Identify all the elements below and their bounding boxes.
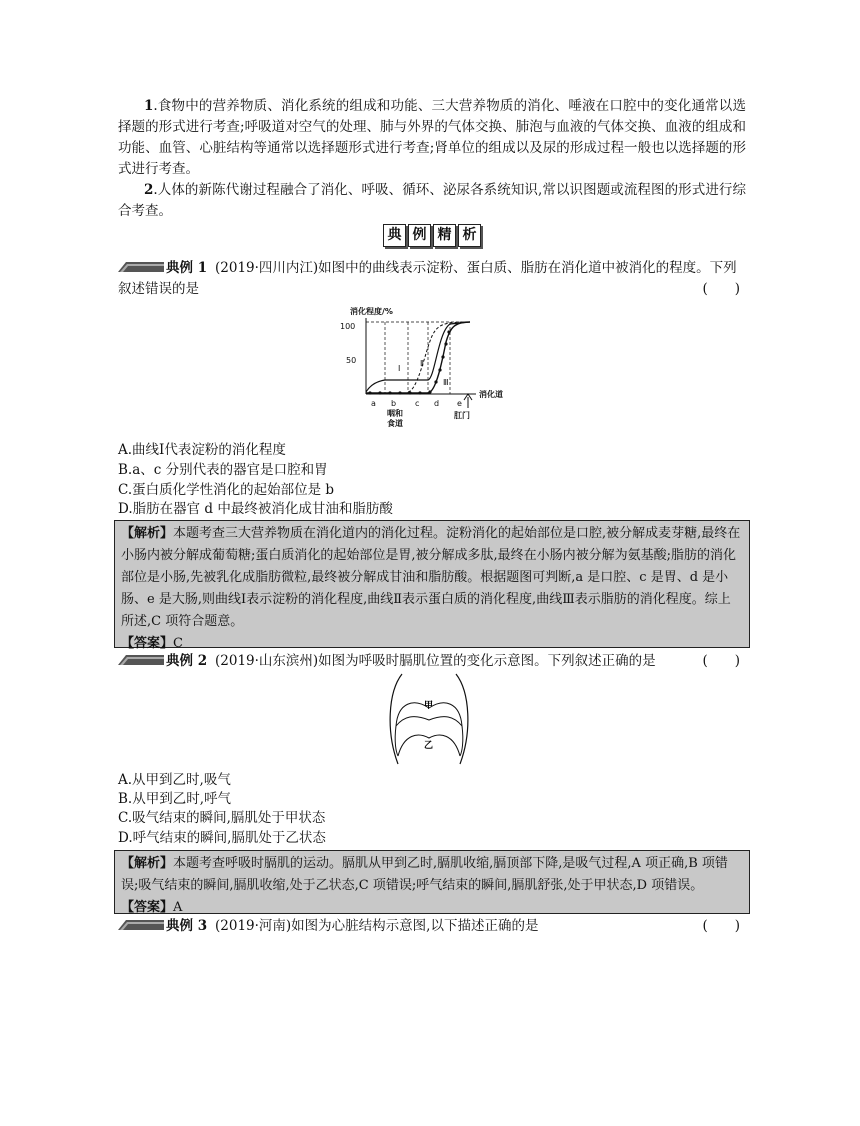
analysis-paragraph: [121, 853, 743, 897]
analysis-label: 【解析】: [121, 856, 174, 871]
curve-label-2: Ⅱ: [420, 359, 424, 368]
y-tick-100: 100: [340, 322, 356, 331]
answer-blank: ( ): [702, 653, 740, 669]
example-2-analysis-box: [114, 850, 750, 914]
option-d[interactable]: D.脂肪在器官 d 中最终被消化成甘油和脂肪酸: [118, 501, 393, 517]
analysis-text: 本题考查呼吸时膈肌的运动。膈肌从甲到乙时,膈肌收缩,膈顶部下降,是吸气过程,A 项正确,B 项错误;吸气结束的瞬间,膈肌收缩,处于乙状态,C 项错误;呼气结束的瞬间,膈肌舒张,处于甲状态,D 项错误。: [121, 856, 728, 893]
y-tick-50: 50: [346, 356, 357, 365]
option-a[interactable]: A.从甲到乙时,吸气: [118, 772, 231, 788]
curve-fat: [366, 322, 470, 393]
intro-p2-text: .人体的新陈代谢过程融合了消化、呼吸、循环、泌尿各系统知识,常以识图题或流程图的形式进行综合考查。: [118, 182, 746, 219]
option-c[interactable]: C.蛋白质化学性消化的起始部位是 b: [118, 482, 335, 498]
note-anus: 肛门: [454, 411, 470, 420]
intro-paragraph-2: [118, 180, 746, 222]
label-jia: 甲: [424, 701, 434, 711]
x-tick-a: a: [371, 399, 376, 408]
curve-label-1: Ⅰ: [398, 364, 401, 373]
option-a[interactable]: A.曲线Ⅰ代表淀粉的消化程度: [118, 442, 286, 458]
note-pharynx: 咽和: [387, 409, 403, 418]
example-3-heading: [118, 916, 746, 936]
intro-p1-text: .食物中的营养物质、消化系统的组成和功能、三大营养物质的消化、唾液在口腔中的变化通常以选择题的形式进行考查;呼吸道对空气的处理、肺与外界的气体交换、肺泡与血液的气体交换、血液的组成和功能、血管、心脏结构等通常以选择题形式进行考查;肾单位的组成以及尿的形成过程一般也以选择题的形式进行考查。: [118, 98, 746, 177]
curve-protein: [408, 322, 470, 392]
section-title-char: 精: [433, 224, 456, 247]
x-axis-label: 消化道: [479, 390, 503, 399]
example-1-label: 典例 1: [166, 260, 208, 276]
answer-value: C: [173, 636, 183, 651]
x-tick-d: d: [434, 399, 440, 408]
section-title-char: 典: [383, 224, 406, 247]
section-title-char: 例: [408, 224, 431, 247]
option-b[interactable]: B.从甲到乙时,呼气: [118, 791, 232, 807]
intro-paragraph-1: [118, 96, 746, 180]
option-d[interactable]: D.呼气结束的瞬间,膈肌处于乙状态: [118, 830, 326, 846]
x-tick-e: e: [457, 399, 462, 408]
example-2-question: (2019·山东滨州)如图为呼吸时膈肌位置的变化示意图。下列叙述正确的是: [215, 653, 656, 669]
example-flag-icon: [118, 920, 164, 930]
example-1-question: (2019·四川内江)如图中的曲线表示淀粉、蛋白质、脂肪在消化道中被消化的程度。下列: [215, 260, 737, 276]
intro-p2-num: 2: [144, 182, 154, 198]
x-tick-b: b: [391, 399, 397, 408]
answer-value: A: [173, 900, 183, 915]
example-flag-icon: [118, 262, 164, 272]
x-tick-c: c: [415, 399, 420, 408]
example-flag-icon: [118, 655, 164, 665]
anus-arrow-icon: [464, 394, 472, 408]
diaphragm-figure: [384, 672, 474, 768]
answer-label: 【答案】: [121, 900, 174, 915]
y-axis-label: 消化程度/%: [350, 307, 393, 316]
example-2-heading: [118, 651, 746, 671]
option-b[interactable]: B.a、c 分别代表的器官是口腔和胃: [118, 462, 328, 478]
analysis-label: 【解析】: [121, 526, 174, 541]
example-1-question-cont: 叙述错误的是: [118, 281, 199, 297]
digestion-curve-figure: [340, 302, 520, 434]
example-3-label: 典例 3: [166, 918, 208, 934]
example-1-heading: [118, 258, 746, 278]
answer-blank: ( ): [702, 918, 740, 934]
example-1-analysis-box: [114, 520, 750, 651]
example-2-label: 典例 2: [166, 653, 208, 669]
section-title-char: 析: [458, 224, 481, 247]
analysis-paragraph: [121, 523, 743, 633]
answer-blank: ( ): [702, 281, 740, 297]
curve-starch: [366, 322, 470, 392]
option-c[interactable]: C.吸气结束的瞬间,膈肌处于甲状态: [118, 810, 326, 826]
example-1-question-line-2: [118, 279, 746, 299]
label-yi: 乙: [424, 741, 434, 751]
answer-label: 【答案】: [121, 636, 174, 651]
example-3-question: (2019·河南)如图为心脏结构示意图,以下描述正确的是: [215, 918, 539, 934]
note-esophagus: 食道: [387, 419, 403, 428]
curve-label-3: Ⅲ: [443, 378, 449, 387]
intro-p1-num: 1: [144, 98, 154, 114]
section-title: [383, 224, 481, 247]
analysis-text: 本题考查三大营养物质在消化道内的消化过程。淀粉消化的起始部位是口腔,被分解成麦芽糖,最终在小肠内被分解成葡萄糖;蛋白质消化的起始部位是胃,被分解成多肽,最终在小肠内被分解为氨基酸;脂肪的消化部位是小肠,先被乳化成脂肪微粒,最终被分解成甘油和脂肪酸。根据题图可判断,a 是口腔、c 是胃、d 是小肠、e 是大肠,则曲线Ⅰ表示淀粉的消化程度,曲线Ⅱ表示蛋白质的消化程度,曲线Ⅲ表示脂肪的消化程度。综上所述,C 项符合题意。: [121, 526, 741, 629]
